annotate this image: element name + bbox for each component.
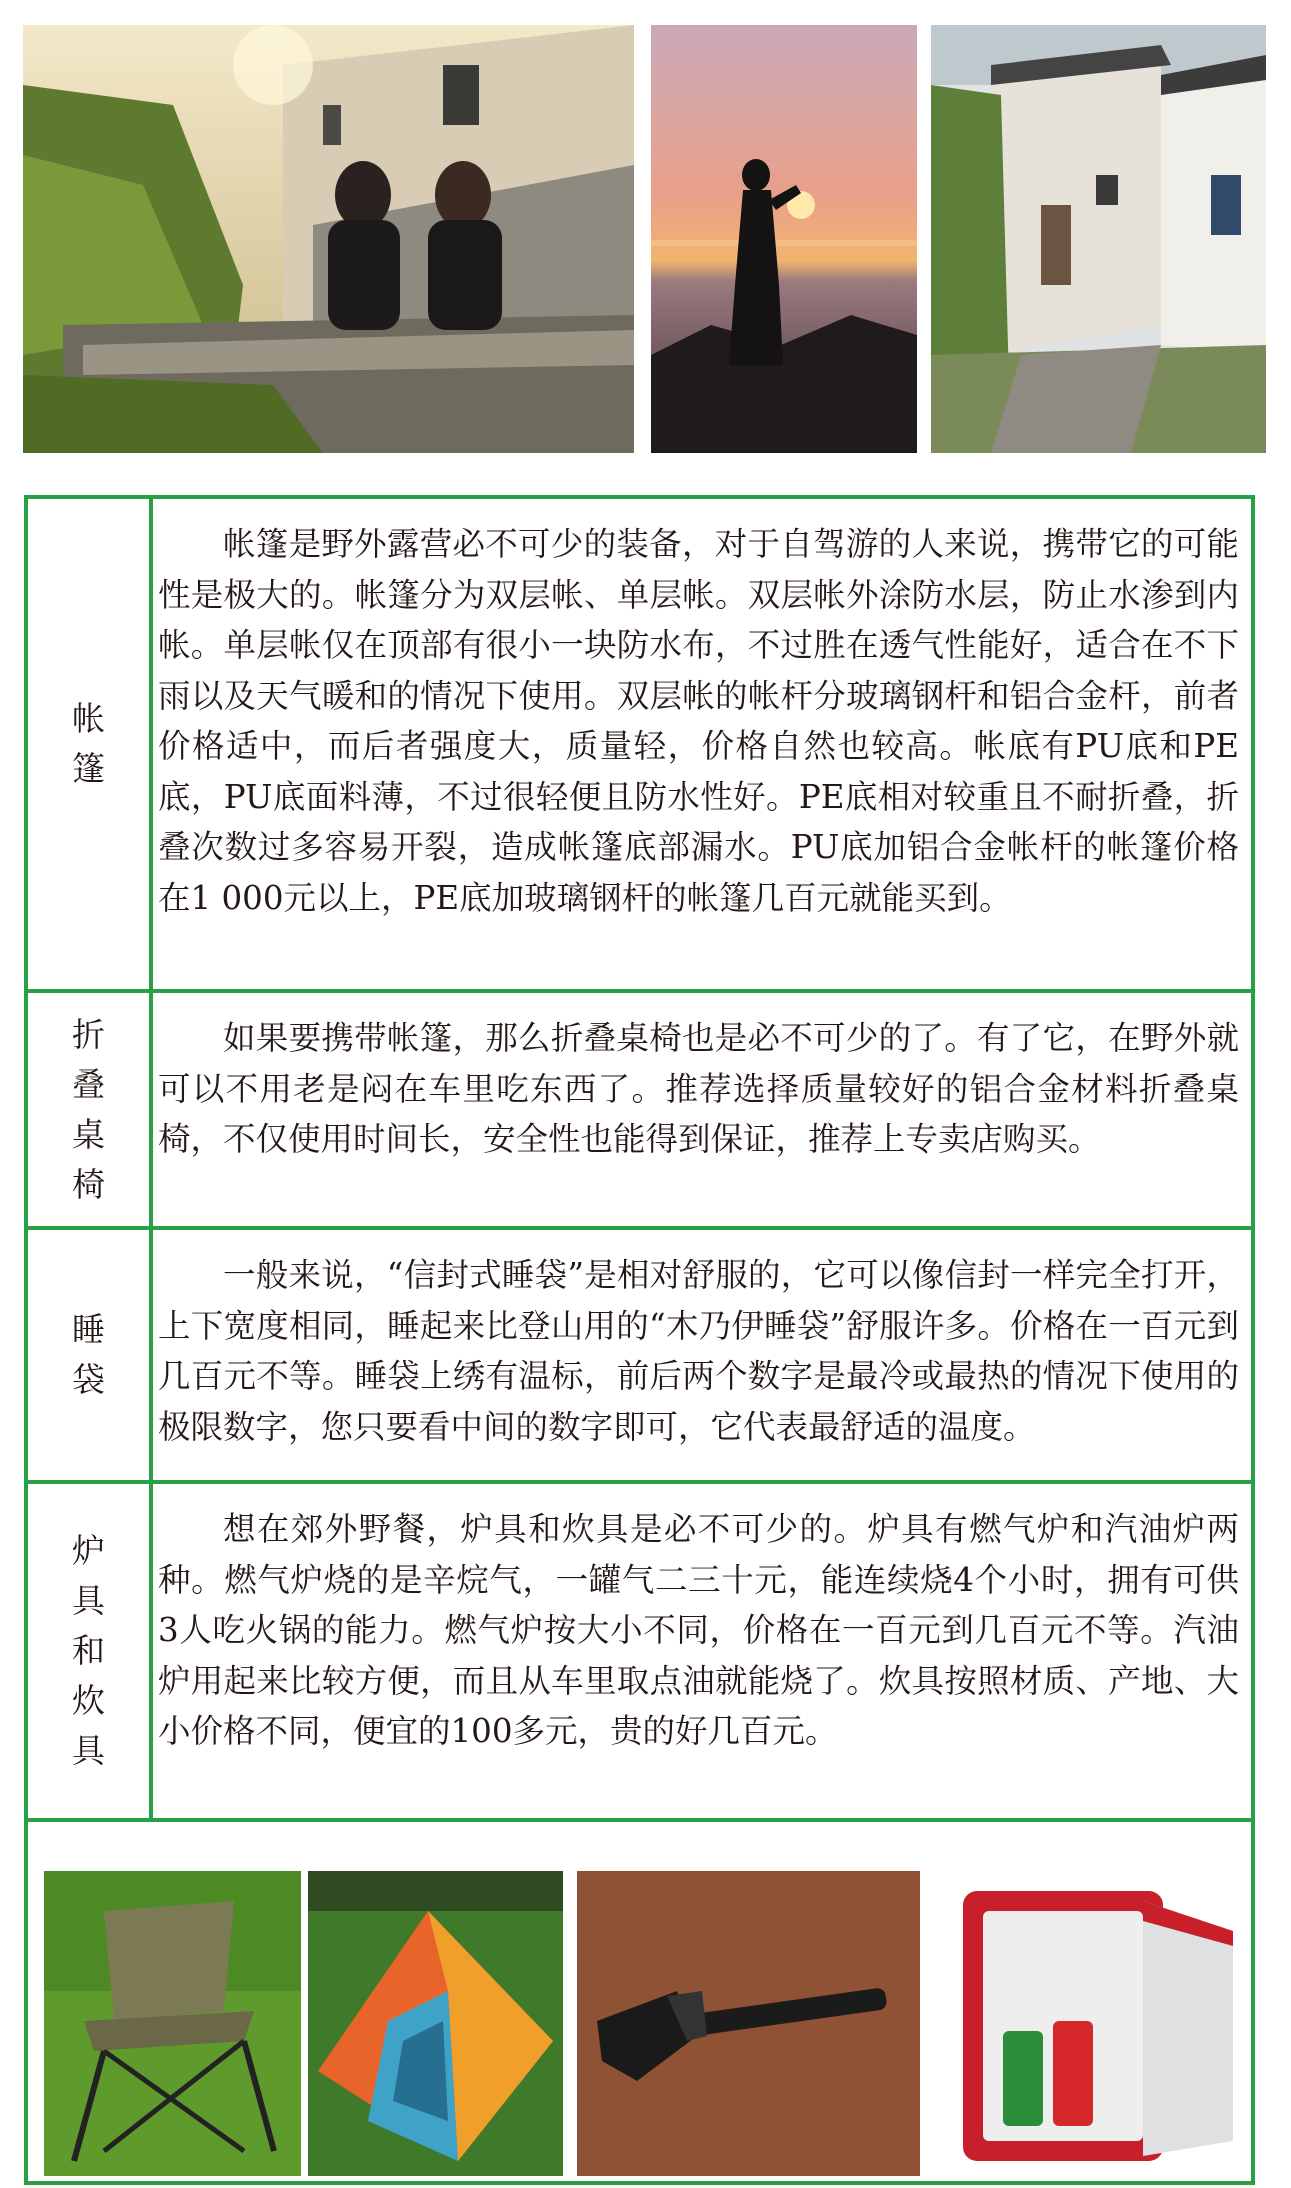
row-content: 一般来说，“信封式睡袋”是相对舒服的，它可以像信封一样完全打开，上下宽度相同，睡起来比登山用的“木乃伊睡袋”舒服许多。价格在一百元到几百元不等。睡袋上绣有温标，前后两个数字是最冷或最热的情况下使用的极限数字，您只要看中间的数字即可，它代表最舒适的温度。 [158,1256,1239,1446]
row-content: 如果要携带帐篷，那么折叠桌椅也是必不可少的了。有了它，在野外就可以不用老是闷在车里吃东西了。推荐选择质量较好的铝合金材料折叠桌椅，不仅使用时间长，安全性也能得到保证，推荐上专卖店购买。 [158,1019,1239,1158]
table-row [28,993,1251,1230]
old-village-alley-photo [931,25,1266,453]
row-label: 炉具和炊具 [72,1531,105,1770]
row-label-cell [28,1230,153,1480]
mini-red-fridge-photo [943,1871,1245,2176]
row-content: 帐篷是野外露营必不可少的装备，对于自驾游的人来说，携带它的可能性是极大的。帐篷分为双层帐、单层帐。双层帐外涂防水层，防止水渗到内帐。单层帐仅在顶部有很小一块防水布，不过胜在透气性能好，适合在不下雨以及天气暖和的情况下使用。双层帐的帐杆分玻璃钢杆和铝合金杆，前者价格适中，而后者强度大，质量轻，价格自然也较高。帐底有PU底和PE底，PU底面料薄，不过很轻便且防水性好。PE底相对较重且不耐折叠，折叠次数过多容易开裂，造成帐篷底部漏水。PU底加铝合金帐杆的帐篷价格在1 000元以上，PE底加玻璃钢杆的帐篷几百元就能买到。 [158,525,1239,917]
camouflage-folding-chair-photo [44,1871,301,2176]
orange-blue-dome-tent-photo [308,1871,563,2176]
table-row [28,499,1251,993]
row-label: 折叠桌椅 [72,1014,105,1204]
row-label: 帐篷 [72,699,105,788]
row-content: 想在郊外野餐，炉具和炊具是必不可少的。炉具有燃气炉和汽油炉两种。燃气炉烧的是辛烷气，一罐气二三十元，能连续烧4个小时，拥有可供3人吃火锅的能力。燃气炉按大小不同，价格在一百元到几百元不等。汽油炉用起来比较方便，而且从车里取点油就能烧了。炊具按照材质、产地、大小价格不同，便宜的100多元，贵的好几百元。 [158,1510,1239,1750]
row-label-cell [28,993,153,1226]
info-table [24,495,1255,2185]
table-row [28,1230,1251,1484]
woman-silhouette-at-sunset-photo [651,25,917,453]
two-women-sitting-by-stone-house-photo [23,25,634,453]
row-label: 睡袋 [72,1310,105,1399]
row-label-cell [28,499,153,989]
row-label-cell [28,1484,153,1818]
folding-shovel-photo [577,1871,920,2176]
table-row [28,1484,1251,1822]
